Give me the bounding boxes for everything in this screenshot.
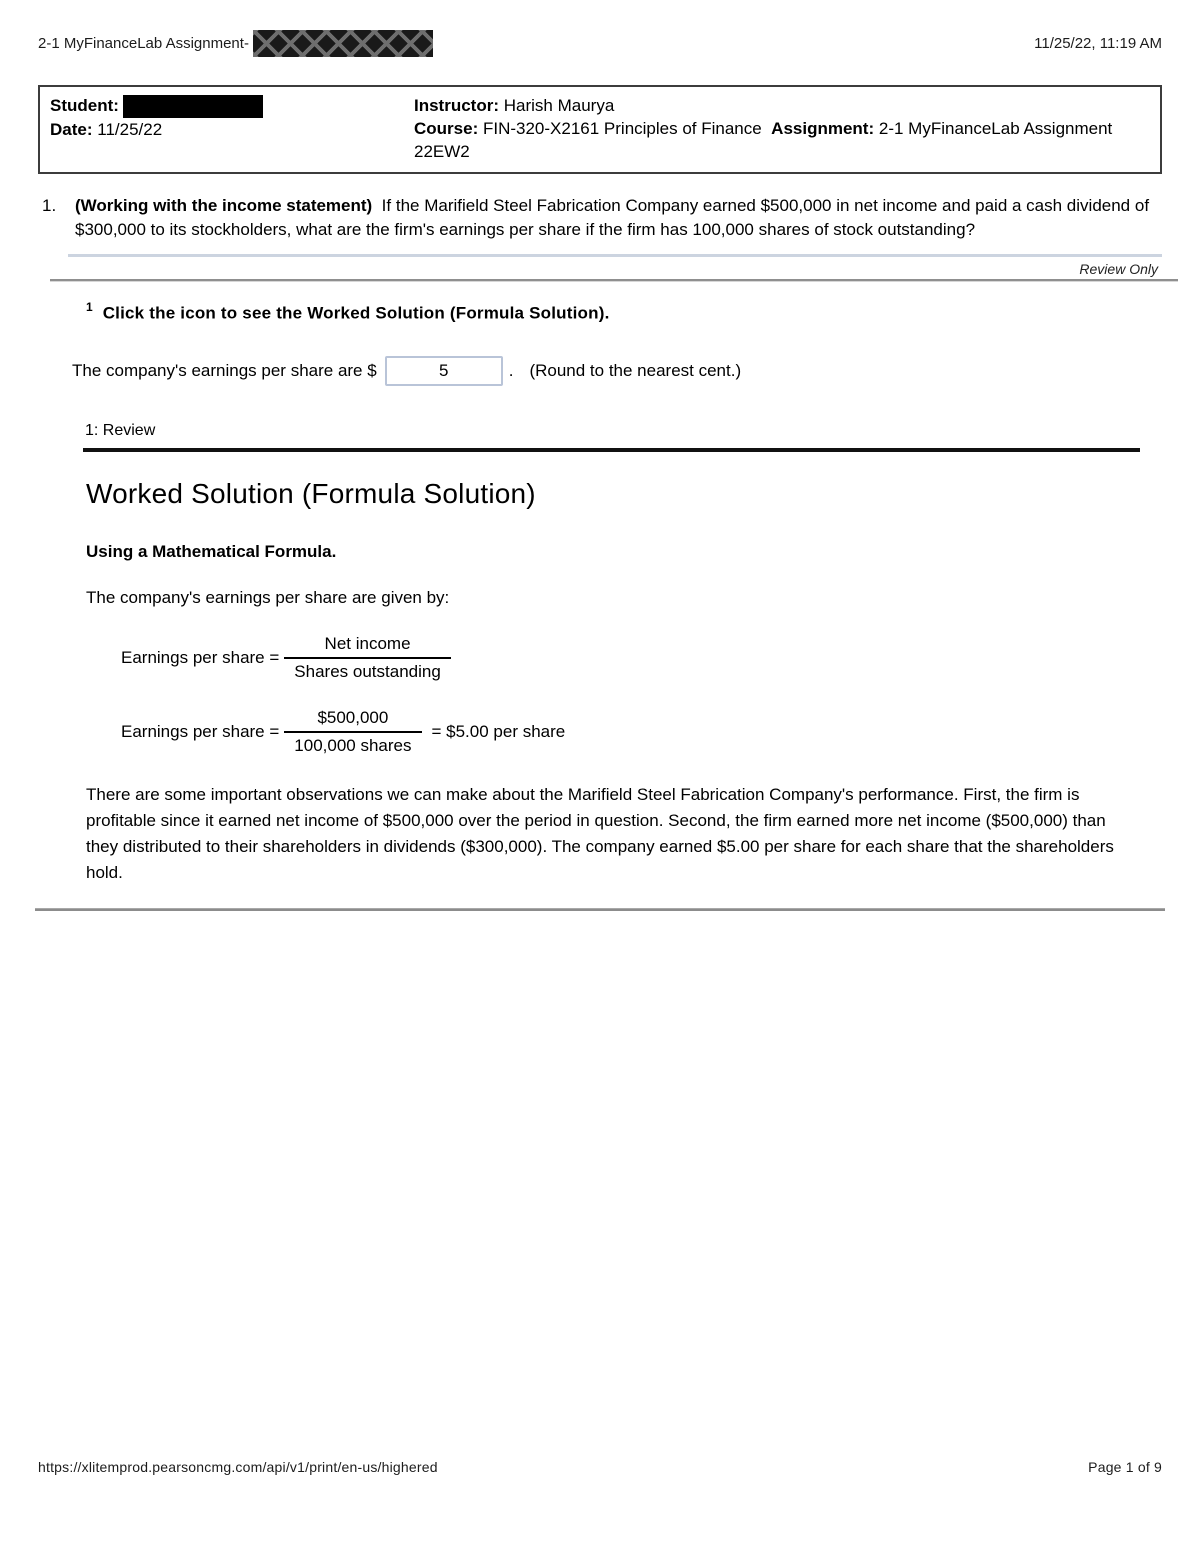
date-value: 11/25/22: [97, 120, 163, 140]
student-row: [50, 94, 394, 118]
review-section-label: 1: Review: [85, 421, 156, 439]
formula1-lhs: Earnings per share =: [121, 647, 280, 667]
question-topic: (Working with the income statement): [75, 196, 373, 215]
rounding-hint: (Round to the nearest cent.): [529, 360, 742, 380]
course-value: FIN-320-X2161 Principles of Finance: [482, 119, 762, 138]
formula2-numerator: $500,000: [284, 708, 421, 733]
date-row: [50, 118, 394, 141]
formula-calculation: [121, 708, 1162, 756]
footnote-text[interactable]: Click the icon to see the Worked Solution (Formula Solution).: [102, 303, 610, 323]
print-timestamp: 11/25/22, 11:19 AM: [1034, 35, 1162, 52]
course-assignment-row: [414, 117, 1150, 163]
divider-light: [68, 254, 1162, 257]
formula1-fraction: [284, 634, 451, 682]
question-body: If the Marifield Steel Fabrication Company earned $500,000 in net income and paid a cash dividend of $300,000 to its stockholders, what are the firm's earnings per share if the firm has 100,000 shares of stock outstanding?: [75, 196, 1150, 239]
answer-period: .: [508, 360, 514, 380]
question-1: [42, 194, 1162, 242]
date-label: Date:: [50, 120, 93, 140]
discussion-paragraph: There are some important observations we can make about the Marifield Steel Fabrication Company's performance. First, the firm is profitable since it earned net income of $500,000 over the period in question. Second, the firm earned more net income ($500,000) than they distributed to their shareholders in dividends ($300,000). The company earned $5.00 per share for each share that the shareholders hold.: [86, 784, 1114, 882]
formula1-numerator: Net income: [284, 634, 451, 659]
answer-row: [72, 356, 1162, 386]
footer-url: https://xlitemprod.pearsoncmg.com/api/v1/print/en-us/highered: [38, 1459, 438, 1475]
redacted-assignment-name-box: [253, 30, 433, 57]
worked-solution-footnote: [86, 301, 1162, 324]
formula2-lhs: Earnings per share =: [121, 721, 280, 741]
assignment-label: Assignment:: [771, 119, 875, 138]
print-footer: [38, 1459, 1162, 1475]
worked-solution-subheading: Using a Mathematical Formula.: [86, 541, 337, 561]
instructor-label: Instructor:: [414, 96, 499, 115]
divider-black: [83, 448, 1140, 452]
assignment-info-box: [38, 85, 1162, 174]
redacted-student-name-box: [123, 95, 263, 118]
worked-solution-heading: Worked Solution (Formula Solution): [86, 477, 536, 509]
question-number: 1.: [42, 196, 57, 215]
document-title-text: 2-1 MyFinanceLab Assignment-: [38, 35, 249, 52]
student-label: Student:: [50, 96, 119, 115]
eps-answer-input[interactable]: [385, 356, 503, 386]
footer-page-indicator: Page 1 of 9: [1088, 1459, 1162, 1475]
formula1-denominator: Shares outstanding: [294, 661, 441, 681]
formula2-result: = $5.00 per share: [431, 721, 566, 741]
footnote-marker: 1: [86, 300, 93, 314]
instructor-value: Harish Maurya: [503, 96, 615, 115]
document-title: [38, 30, 433, 57]
course-label: Course:: [414, 119, 479, 138]
answer-prompt: The company's earnings per share are $: [72, 360, 377, 380]
review-only-watermark: Review Only: [1079, 261, 1158, 277]
divider-gray: [50, 279, 1178, 282]
print-header: [0, 0, 1200, 57]
question-text: [75, 194, 1160, 242]
instructor-row: [414, 94, 1150, 117]
formula2-fraction: [284, 708, 421, 756]
student-info-cell: [39, 86, 404, 173]
course-info-cell: [404, 86, 1161, 173]
formula2-denominator: 100,000 shares: [294, 735, 412, 755]
formula-intro-text: The company's earnings per share are given by:: [86, 587, 450, 607]
assignment-value: 2-1 MyFinanceLab Assignment 22EW2: [414, 119, 1113, 161]
section-end-divider: [35, 908, 1165, 911]
formula-definition: [121, 634, 1162, 682]
